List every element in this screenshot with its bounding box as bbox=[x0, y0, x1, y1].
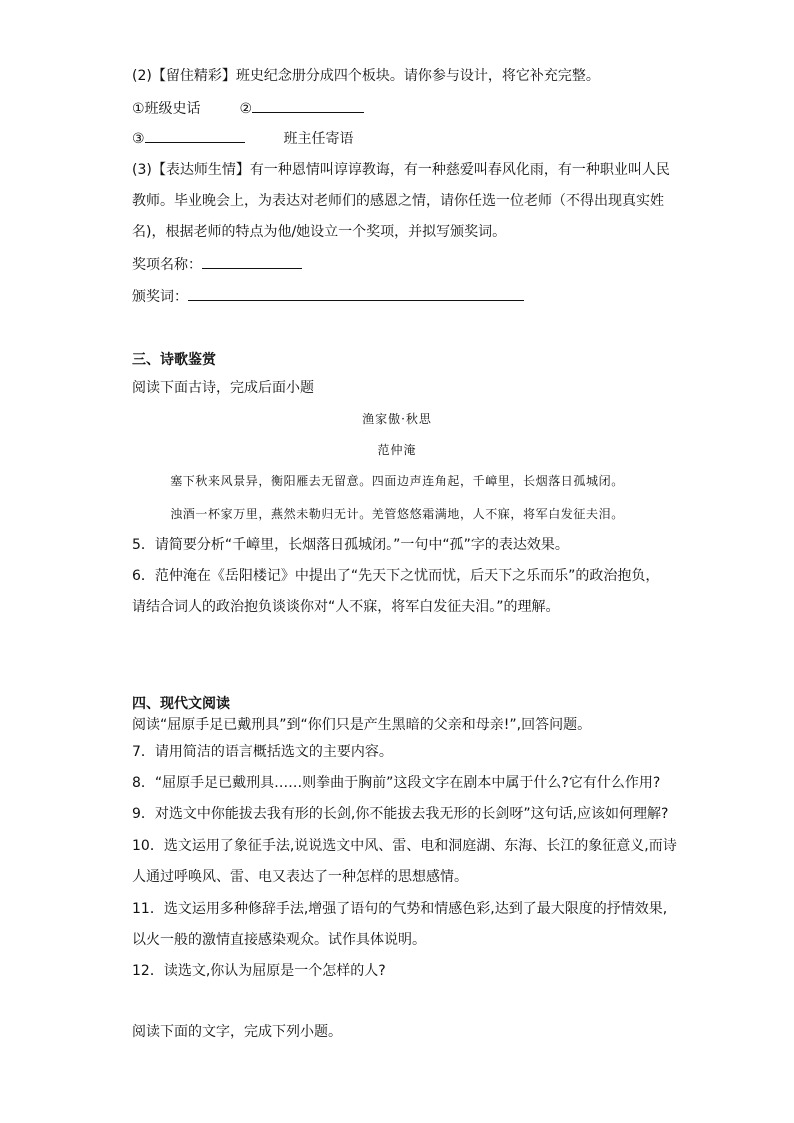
question-8: 8．“屈原手足已戴刑具……则拳曲于胸前”这段文字在剧本中属于什么?它有什么作用? bbox=[132, 775, 661, 791]
item-4: 班主任寄语 bbox=[283, 131, 354, 147]
question-2: (2)【留住精彩】班史纪念册分成四个板块。请你参与设计，将它补充完整。 bbox=[132, 68, 600, 84]
poem-title: 渔家傲·秋思 bbox=[362, 412, 432, 426]
item-3-blank[interactable] bbox=[145, 128, 245, 143]
question-3-line-2: 教师。毕业晚会上，为表达对老师们的感恩之情，请你任选一位老师（不得出现真实姓 bbox=[132, 193, 664, 209]
item-1: ①班级史话 bbox=[132, 101, 201, 117]
item-2-label: ② bbox=[239, 101, 253, 117]
award-name-label: 奖项名称： bbox=[132, 257, 202, 273]
item-2-blank[interactable] bbox=[252, 98, 364, 113]
question-11-line-2: 以火一般的激情直接感染观众。试作具体说明。 bbox=[132, 932, 426, 948]
item-row-2 bbox=[132, 128, 353, 149]
question-5: 5．请简要分析“千嶂里，长烟落日孤城闭。”一句中“孤”字的表达效果。 bbox=[132, 537, 569, 553]
question-3-line-1: (3)【表达师生情】有一种恩情叫谆谆教诲，有一种慈爱叫春风化雨，有一种职业叫人民 bbox=[132, 162, 670, 178]
question-11-line-1: 11．选文运用多种修辞手法,增强了语句的气势和情感色彩,达到了最大限度的抒情效果, bbox=[132, 901, 668, 917]
section-3-intro: 阅读下面古诗，完成后面小题 bbox=[132, 380, 314, 396]
question-10-line-1: 10．选文运用了象征手法,说说选文中风、雷、电和洞庭湖、东海、长江的象征意义,而诗 bbox=[132, 838, 677, 854]
question-7: 7．请用简洁的语言概括选文的主要内容。 bbox=[132, 744, 393, 760]
question-6-line-2: 请结合词人的政治抱负谈谈你对“人不寐，将军白发征夫泪。”的理解。 bbox=[132, 599, 560, 615]
poem-line-2: 浊酒一杯家万里，燕然未勒归无计。羌管悠悠霜满地，人不寐，将军白发征夫泪。 bbox=[170, 507, 624, 521]
award-words-row bbox=[132, 286, 524, 307]
section-4-heading: 四、现代文阅读 bbox=[132, 696, 230, 712]
award-name-blank[interactable] bbox=[202, 254, 302, 269]
item-row-1 bbox=[132, 98, 364, 119]
question-10-line-2: 人通过呼唤风、雷、电又表达了一种怎样的思想感情。 bbox=[132, 869, 468, 885]
section-5-intro: 阅读下面的文字，完成下列小题。 bbox=[132, 1024, 342, 1040]
award-words-label: 颁奖词： bbox=[132, 289, 188, 305]
question-6-line-1: 6．范仲淹在《岳阳楼记》中提出了“先天下之忧而忧，后天下之乐而乐”的政治抱负， bbox=[132, 568, 660, 584]
question-9: 9．对选文中你能拔去我有形的长剑,你不能拔去我无形的长剑呀”这句话,应该如何理解? bbox=[132, 806, 669, 822]
item-3-label: ③ bbox=[132, 131, 145, 147]
poem-author: 范仲淹 bbox=[377, 443, 417, 457]
award-words-blank[interactable] bbox=[188, 286, 524, 301]
question-3-line-3: 名)，根据老师的特点为他/她设立一个奖项，并拟写颁奖词。 bbox=[132, 224, 507, 240]
poem-line-1: 塞下秋来风景异，衡阳雁去无留意。四面边声连角起，千嶂里，长烟落日孤城闭。 bbox=[170, 474, 624, 488]
question-12: 12．读选文,你认为屈原是一个怎样的人? bbox=[132, 963, 386, 979]
section-3-heading: 三、诗歌鉴赏 bbox=[132, 352, 216, 368]
award-name-row bbox=[132, 254, 302, 275]
section-4-intro: 阅读“屈原手足已戴刑具”到“你们只是产生黑暗的父亲和母亲!”,回答问题。 bbox=[132, 717, 592, 733]
